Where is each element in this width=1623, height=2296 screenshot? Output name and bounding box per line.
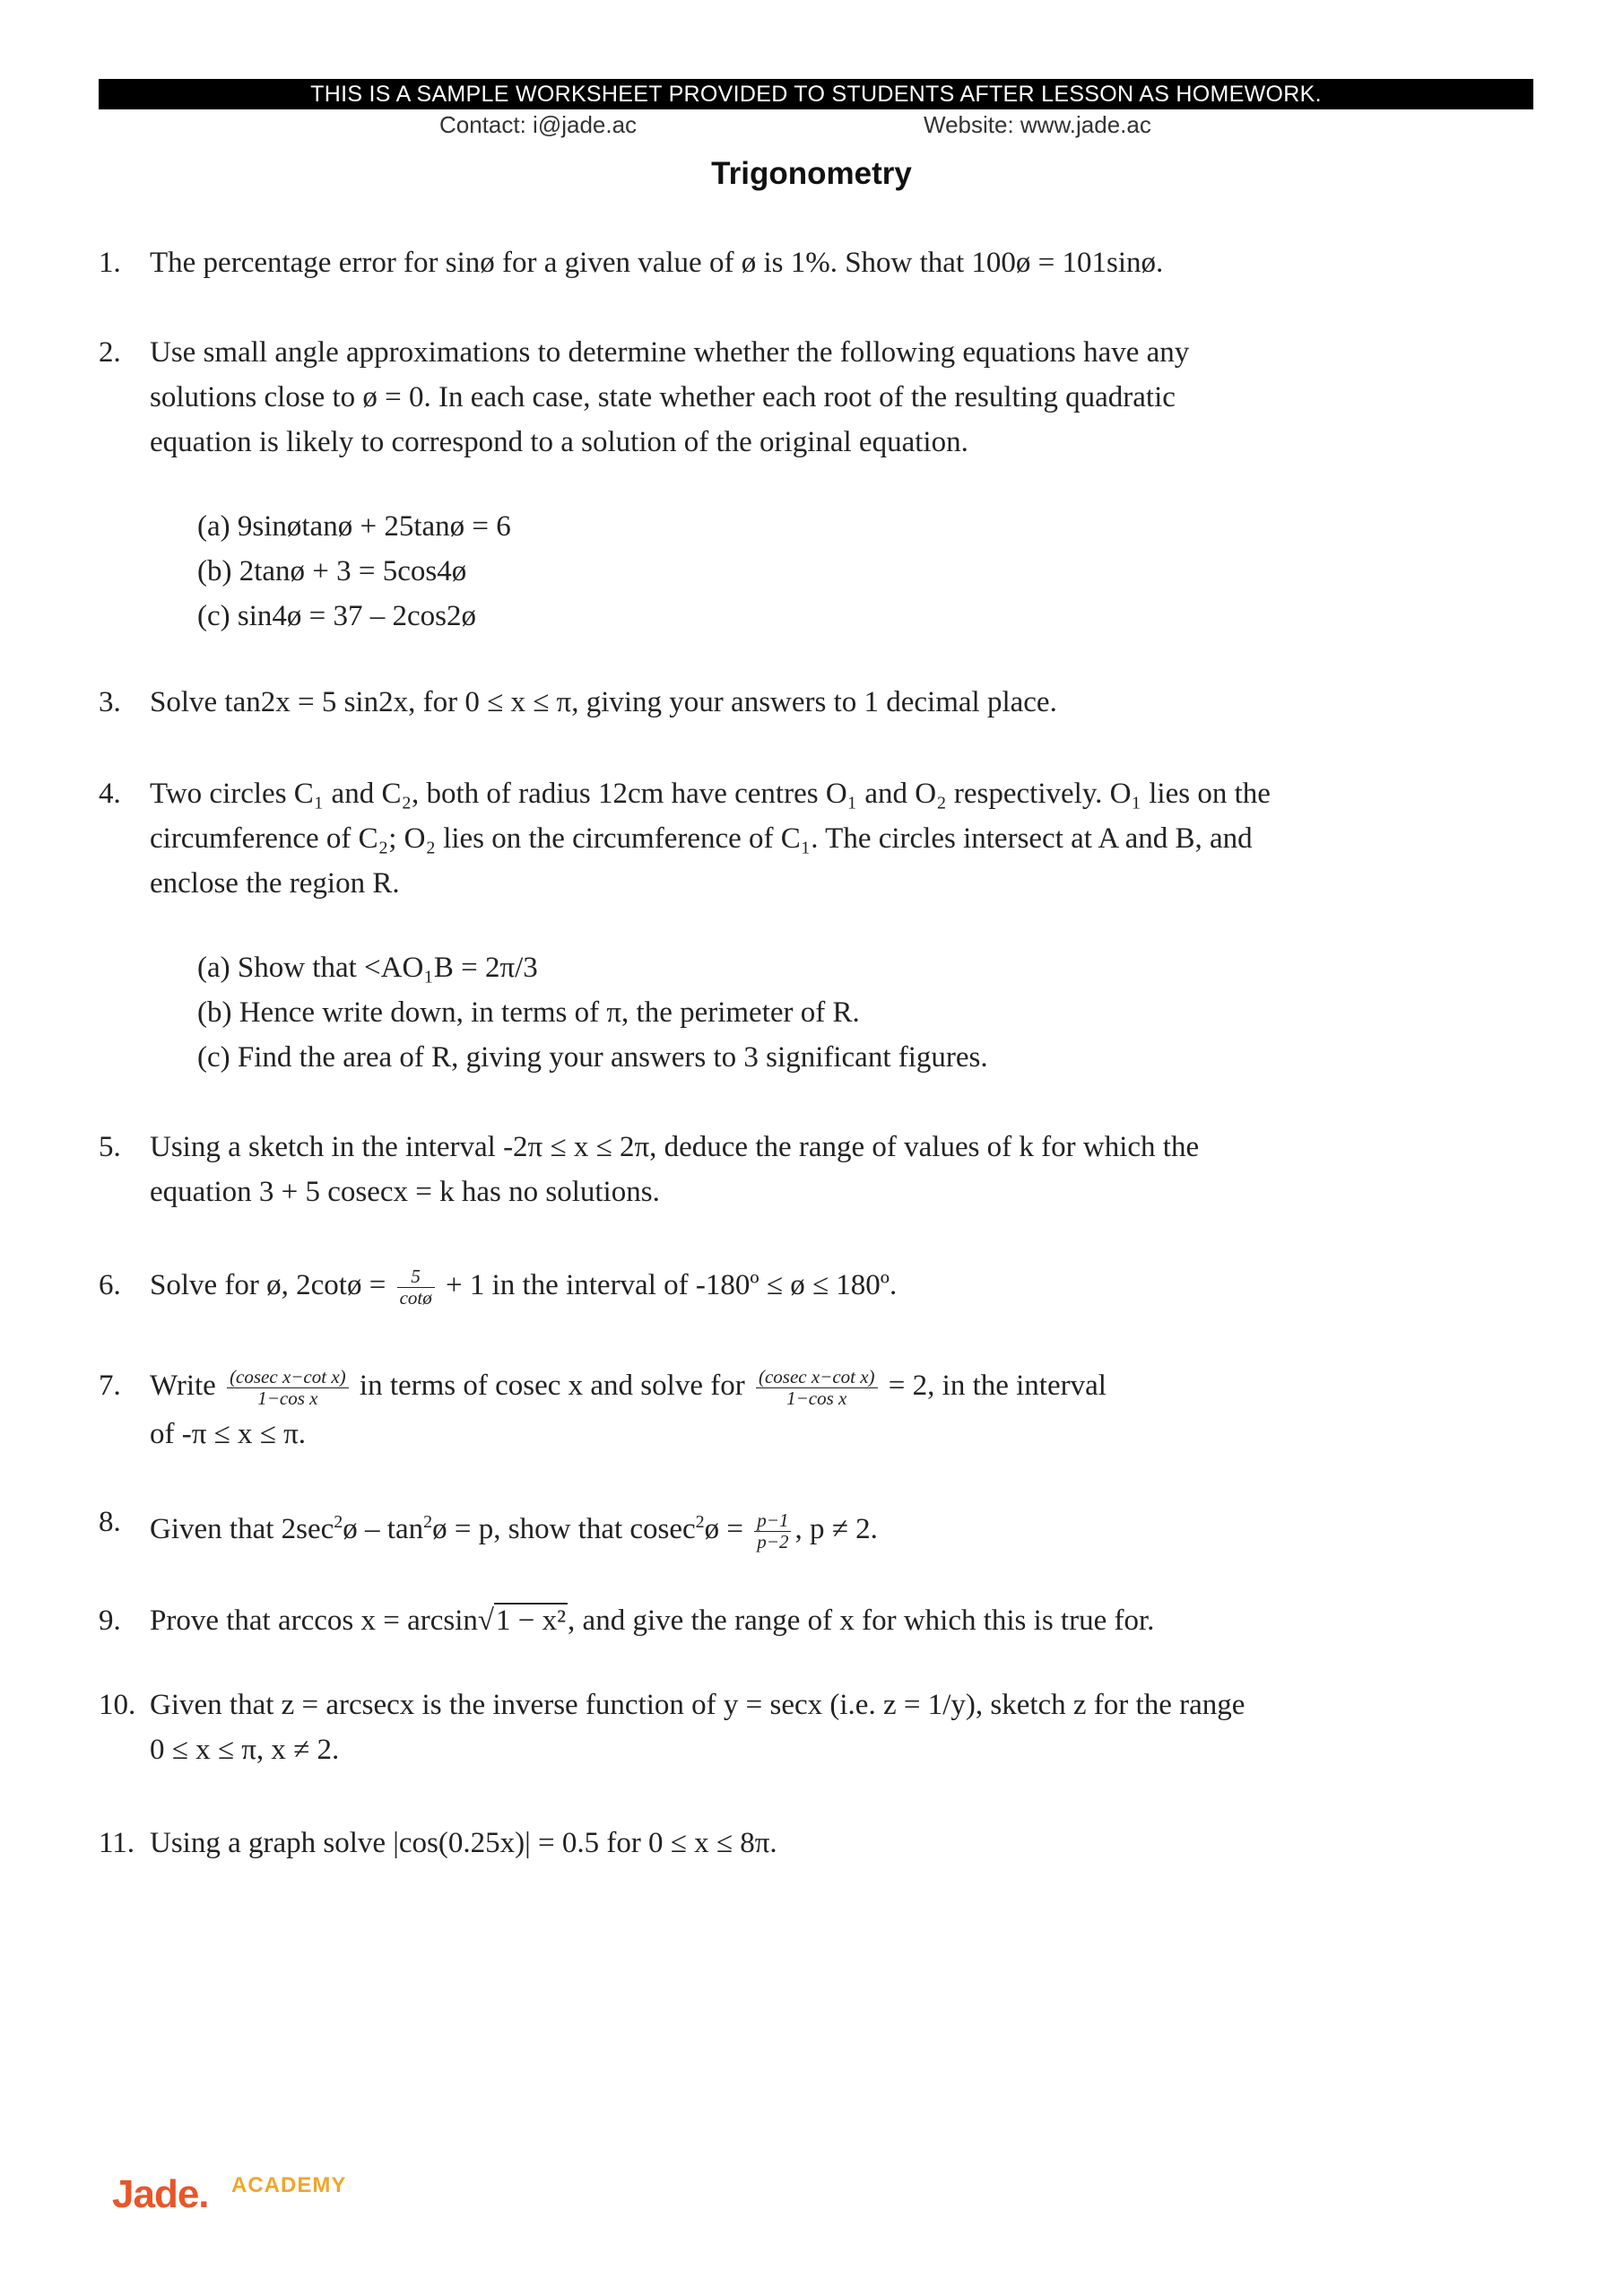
text-span: ø = p, show that cosec — [432, 1513, 696, 1545]
text-span: Given that 2sec — [150, 1513, 334, 1545]
question-line: circumference of C₂; O₂ lies on the circumference of C₁. The circles intersect at A and B, and — [150, 822, 1253, 855]
question-number: 2. — [99, 336, 121, 369]
question-line: Two circles C₁ and C₂, both of radius 12cm have centres O₁ and O₂ respectively. O₁ lies on the — [150, 778, 1271, 810]
question-line: 0 ≤ x ≤ π, x ≠ 2. — [150, 1734, 340, 1766]
fraction — [756, 1367, 878, 1409]
question-1 — [99, 240, 1533, 285]
text-span: = 2, in the interval — [888, 1370, 1107, 1402]
superscript: 2 — [695, 1512, 705, 1532]
question-text: Solve tan2x = 5 sin2x, for 0 ≤ x ≤ π, giving your answers to 1 decimal place. — [150, 686, 1057, 718]
part-b: (b) Hence write down, in terms of π, the perimeter of R. — [197, 996, 860, 1029]
question-number: 5. — [99, 1131, 121, 1163]
text-span: in terms of cosec x and solve for — [359, 1370, 745, 1402]
question-3 — [99, 680, 1533, 725]
header-banner: THIS IS A SAMPLE WORKSHEET PROVIDED TO STUDENTS AFTER LESSON AS HOMEWORK. — [99, 79, 1533, 109]
question-number: 10. — [99, 1689, 136, 1721]
question-text — [150, 330, 1533, 465]
question-line: enclose the region R. — [150, 867, 400, 900]
question-6 — [99, 1263, 1533, 1309]
text-span: Prove that arccos x = arcsin — [150, 1605, 478, 1637]
question-number: 4. — [99, 778, 121, 810]
text-span: , p ≠ 2. — [794, 1513, 878, 1545]
question-number: 3. — [99, 686, 121, 718]
sqrt-symbol: √ — [477, 1605, 495, 1637]
question-10 — [99, 1683, 1533, 1772]
text-span: , and give the range of x for which this is true for. — [568, 1605, 1155, 1637]
numerator: (cosec x−cot x) — [227, 1367, 349, 1388]
question-line: solutions close to ø = 0. In each case, state whether each root of the resulting quadratic — [150, 381, 1176, 413]
jade-logo: Jade. — [112, 2172, 209, 2216]
question-text — [150, 1598, 1533, 1643]
question-number: 6. — [99, 1269, 121, 1301]
question-number: 8. — [99, 1506, 121, 1538]
question-line: of -π ≤ x ≤ π. — [150, 1418, 307, 1450]
question-line: Use small angle approximations to determine whether the following equations have any — [150, 336, 1190, 369]
part-b: (b) 2tanø + 3 = 5cos4ø — [197, 555, 467, 587]
question-2 — [99, 330, 1533, 465]
denominator: p−2 — [757, 1530, 789, 1552]
question-text: The percentage error for sinø for a given value of ø is 1%. Show that 100ø = 101sinø. — [150, 247, 1164, 279]
part-c: (c) Find the area of R, giving your answers to 3 significant figures. — [197, 1041, 988, 1074]
part-a: (a) 9sinøtanø + 25tanø = 6 — [197, 510, 511, 543]
question-line: Given that z = arcsecx is the inverse function of y = secx (i.e. z = 1/y), sketch z for the range — [150, 1689, 1245, 1721]
denominator: 1−cos x — [257, 1387, 318, 1409]
numerator: p−1 — [754, 1510, 791, 1532]
website-url: Website: www.jade.ac — [924, 111, 1151, 138]
question-7-line2 — [99, 1412, 1533, 1457]
academy-logo-text: ACADEMY — [231, 2173, 347, 2197]
question-number: 11. — [99, 1827, 135, 1859]
superscript: 2 — [423, 1512, 433, 1532]
question-text: Using a graph solve |cos(0.25x)| = 0.5 for 0 ≤ x ≤ 8π. — [150, 1827, 777, 1859]
question-text — [150, 1263, 1533, 1309]
text-span: Write — [150, 1370, 216, 1402]
text-span: Solve for ø, 2cotø = — [150, 1269, 386, 1301]
question-text — [150, 1125, 1533, 1214]
question-number: 7. — [99, 1370, 121, 1402]
question-11 — [99, 1821, 1533, 1866]
denominator: cotø — [399, 1286, 432, 1309]
question-4-parts — [197, 945, 988, 1080]
question-8 — [99, 1500, 1533, 1552]
question-number: 9. — [99, 1605, 121, 1637]
question-line: equation 3 + 5 cosecx = k has no solutions. — [150, 1176, 660, 1208]
part-c: (c) sin4ø = 37 – 2cos2ø — [197, 600, 476, 632]
question-text — [150, 1500, 1533, 1552]
contact-email: Contact: i@jade.ac — [439, 111, 638, 138]
question-4 — [99, 771, 1533, 906]
question-text — [150, 1683, 1533, 1772]
part-a: (a) Show that <AO₁B = 2π/3 — [197, 952, 538, 984]
fraction — [397, 1266, 435, 1309]
text-span: ø – tan — [343, 1513, 424, 1545]
question-5 — [99, 1125, 1533, 1214]
question-text — [150, 1363, 1533, 1409]
fraction — [754, 1510, 791, 1552]
numerator: 5 — [397, 1266, 435, 1288]
denominator: 1−cos x — [786, 1387, 847, 1409]
text-span: + 1 in the interval of -180º ≤ ø ≤ 180º. — [445, 1269, 898, 1301]
question-9 — [99, 1598, 1533, 1643]
question-number: 1. — [99, 247, 121, 279]
text-span: ø = — [704, 1513, 744, 1545]
superscript: 2 — [334, 1512, 343, 1532]
fraction — [227, 1367, 349, 1409]
question-2-parts — [197, 504, 511, 639]
question-line: Using a sketch in the interval -2π ≤ x ≤ 2π, deduce the range of values of k for which the — [150, 1131, 1200, 1163]
question-text — [150, 771, 1533, 906]
question-7 — [99, 1363, 1533, 1409]
radicand: 1 − x² — [496, 1605, 567, 1637]
page-title: Trigonometry — [711, 156, 912, 191]
question-line: equation is likely to correspond to a solution of the original equation. — [150, 426, 968, 458]
numerator: (cosec x−cot x) — [756, 1367, 878, 1388]
